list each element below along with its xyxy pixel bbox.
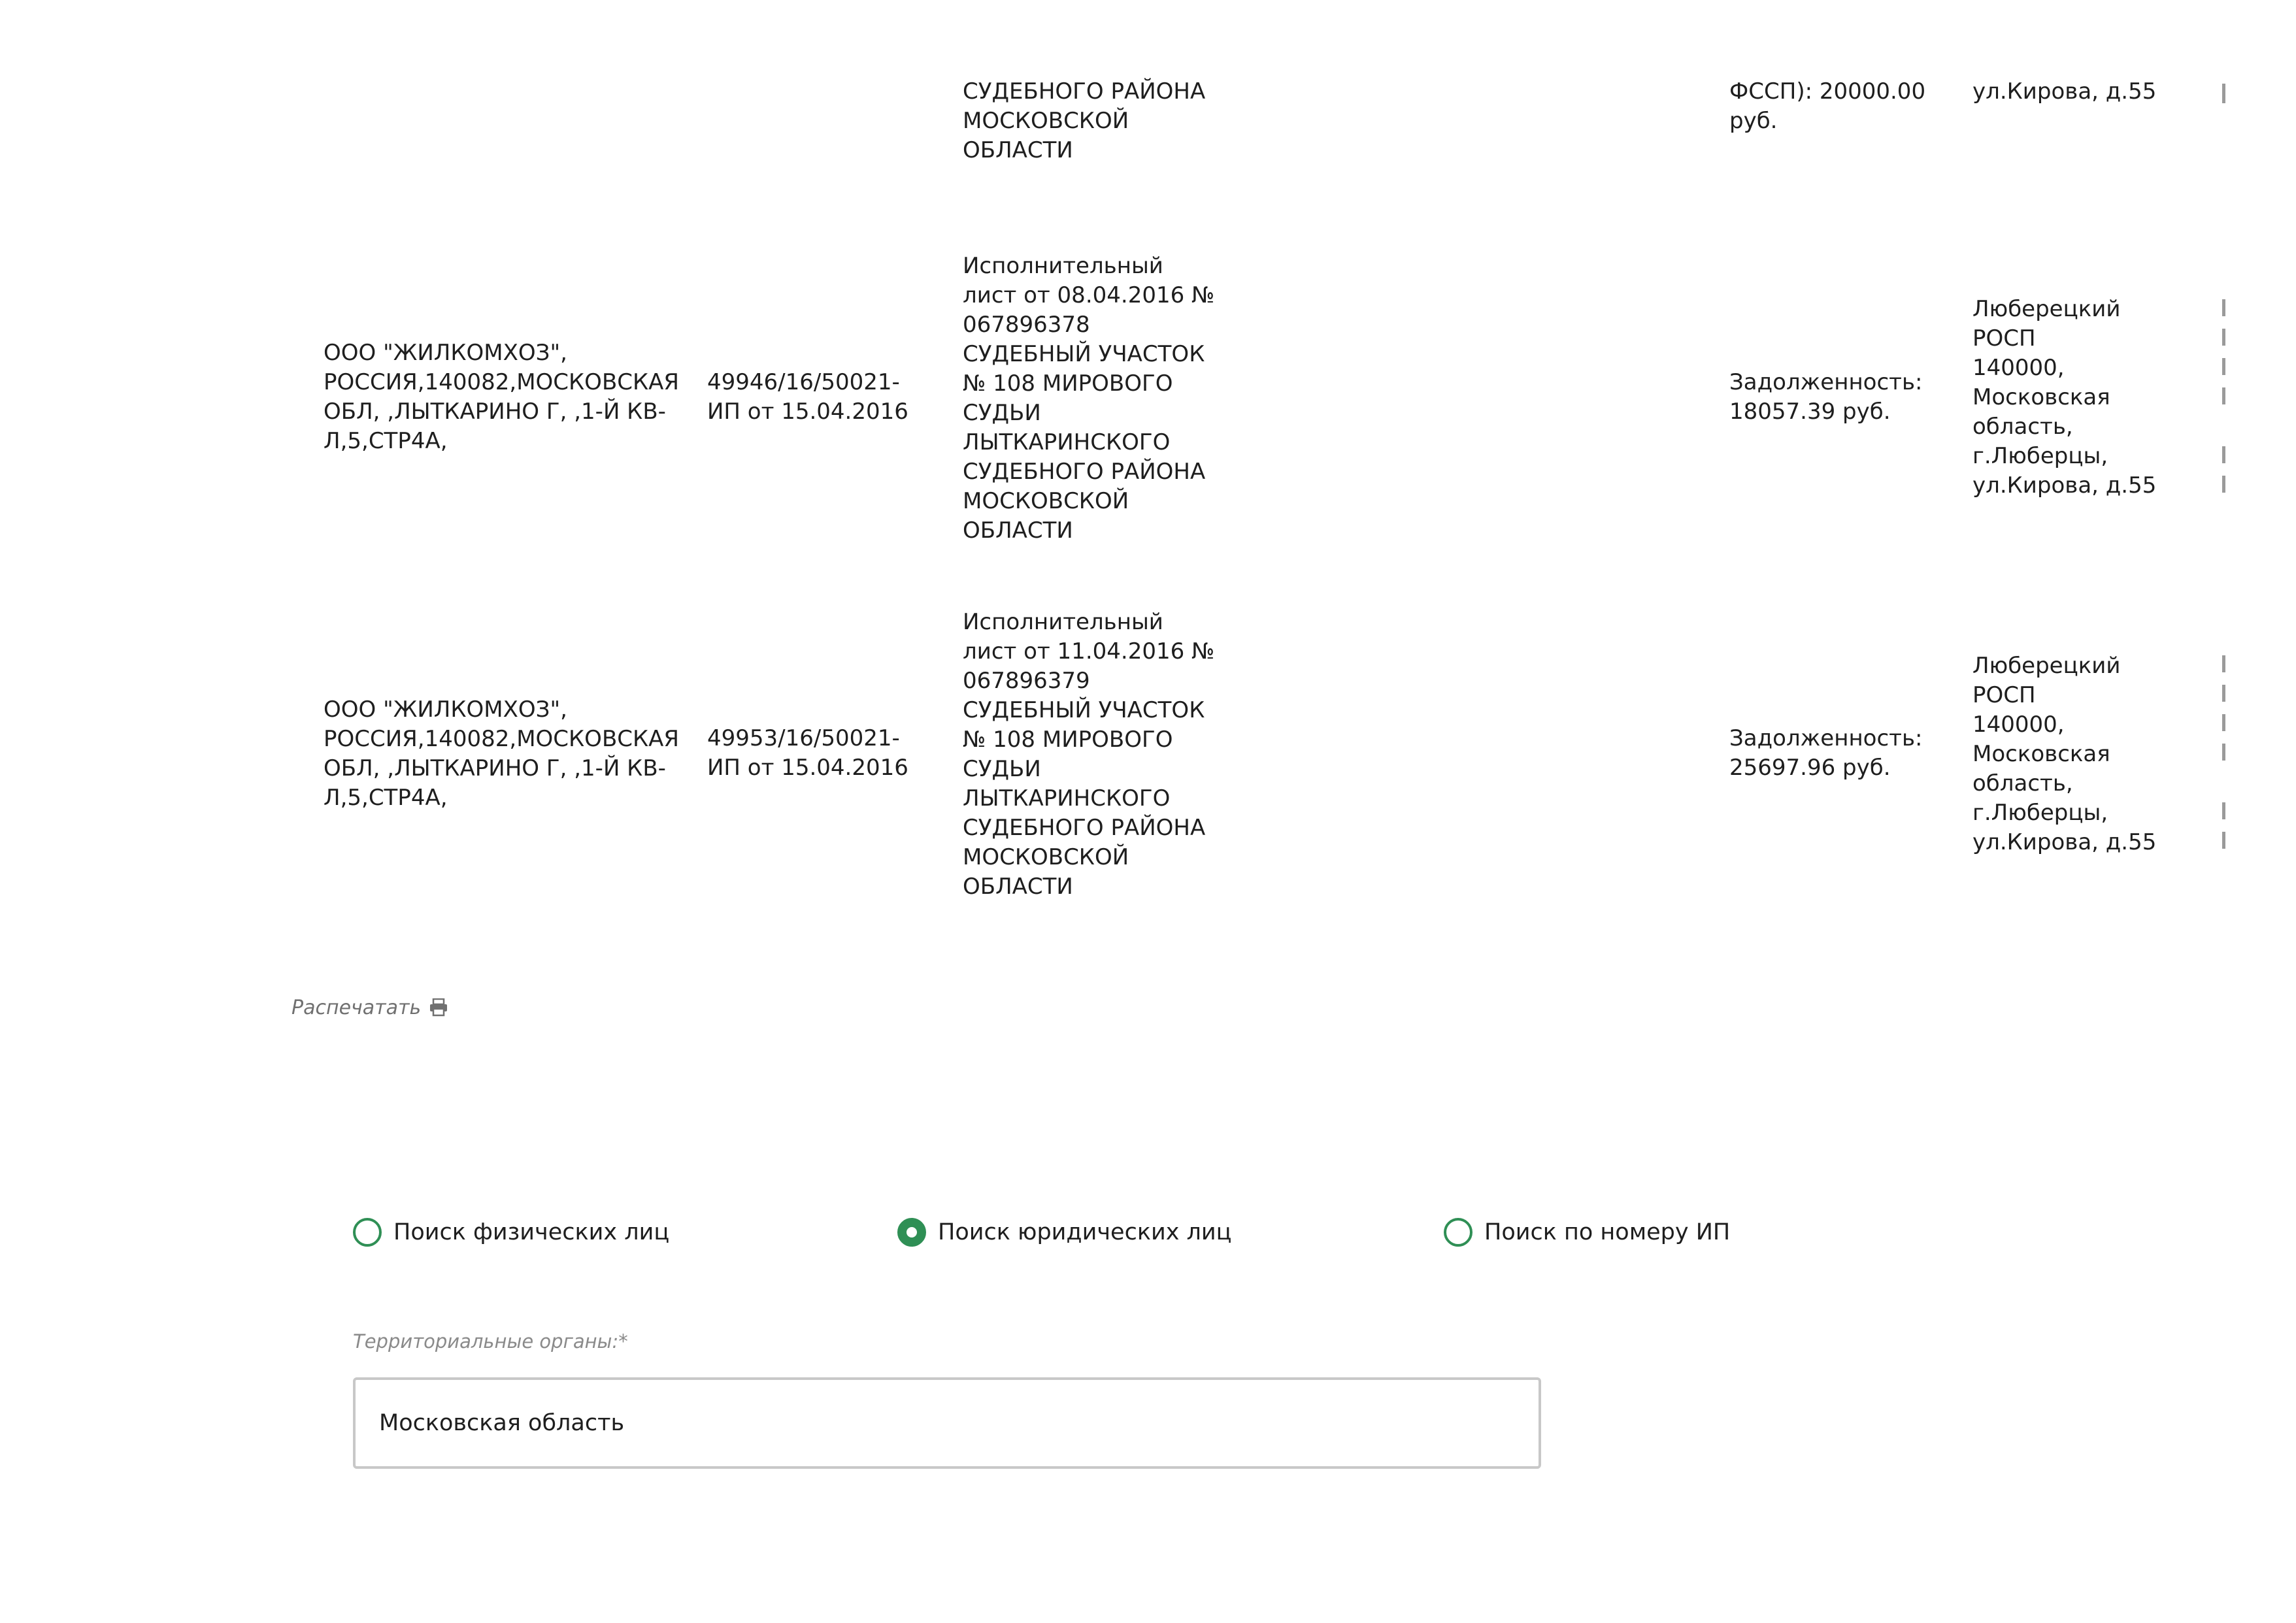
territorial-bodies-label: Территориальные органы:* — [353, 1330, 628, 1352]
table-overflow-edge — [2222, 0, 2296, 928]
table-cell-document: Исполнительный лист от 08.04.2016 № 067896378 СУДЕБНЫЙ УЧАСТОК № 108 МИРОВОГО СУДЬИ ЛЫТКАРИНСКОГО СУДЕБНОГО РАЙОНА МОСКОВСКОЙ ОБЛАСТИ — [963, 253, 1215, 544]
print-link-label: Распечатать — [291, 996, 422, 1019]
radio-label: Поиск по номеру ИП — [1484, 1219, 1731, 1245]
table-cell-debtor: ООО "ЖИЛКОМХОЗ", РОССИЯ,140082,МОСКОВСКАЯ ОБЛ, ,ЛЫТКАРИНО Г, ,1-Й КВ- Л,5,СТР4А, — [324, 697, 680, 811]
radio-search-ip-number[interactable] — [1444, 1214, 1730, 1251]
table-cell-department: Люберецкий РОСП 140000, Московская область, г.Люберцы, ул.Кирова, д.55 — [1972, 296, 2157, 499]
table-cell-department: ул.Кирова, д.55 — [1972, 78, 2157, 105]
printer-icon — [429, 998, 448, 1017]
table-cell-subject: Задолженность: 18057.39 руб. — [1729, 369, 1923, 425]
radio-search-legal-entities[interactable] — [897, 1214, 1231, 1251]
table-cell-subject: Задолженность: 25697.96 руб. — [1729, 725, 1923, 781]
table-cell-ip-number: 49953/16/50021- ИП от 15.04.2016 — [707, 725, 908, 781]
table-cell-document: СУДЕБНОГО РАЙОНА МОСКОВСКОЙ ОБЛАСТИ — [963, 78, 1206, 163]
radio-label: Поиск юридических лиц — [938, 1219, 1232, 1245]
radio-dot — [907, 1227, 917, 1238]
radio-label: Поиск физических лиц — [393, 1219, 670, 1245]
table-cell-ip-number: 49946/16/50021- ИП от 15.04.2016 — [707, 369, 908, 425]
radio-circle-unchecked[interactable] — [353, 1218, 382, 1247]
print-link[interactable] — [291, 994, 448, 1021]
radio-circle-checked[interactable] — [897, 1218, 926, 1247]
table-cell-department: Люберецкий РОСП 140000, Московская область, г.Люберцы, ул.Кирова, д.55 — [1972, 653, 2157, 855]
table-cell-subject: ФССП): 20000.00 руб. — [1729, 78, 1926, 134]
radio-circle-unchecked[interactable] — [1444, 1218, 1472, 1247]
radio-search-individuals[interactable] — [353, 1214, 669, 1251]
territorial-bodies-select[interactable] — [353, 1377, 1541, 1469]
territorial-bodies-value: Московская область — [379, 1410, 625, 1436]
table-cell-debtor: ООО "ЖИЛКОМХОЗ", РОССИЯ,140082,МОСКОВСКАЯ ОБЛ, ,ЛЫТКАРИНО Г, ,1-Й КВ- Л,5,СТР4А, — [324, 340, 680, 454]
table-cell-document: Исполнительный лист от 11.04.2016 № 067896379 СУДЕБНЫЙ УЧАСТОК № 108 МИРОВОГО СУДЬИ ЛЫТКАРИНСКОГО СУДЕБНОГО РАЙОНА МОСКОВСКОЙ ОБЛАСТИ — [963, 609, 1215, 900]
